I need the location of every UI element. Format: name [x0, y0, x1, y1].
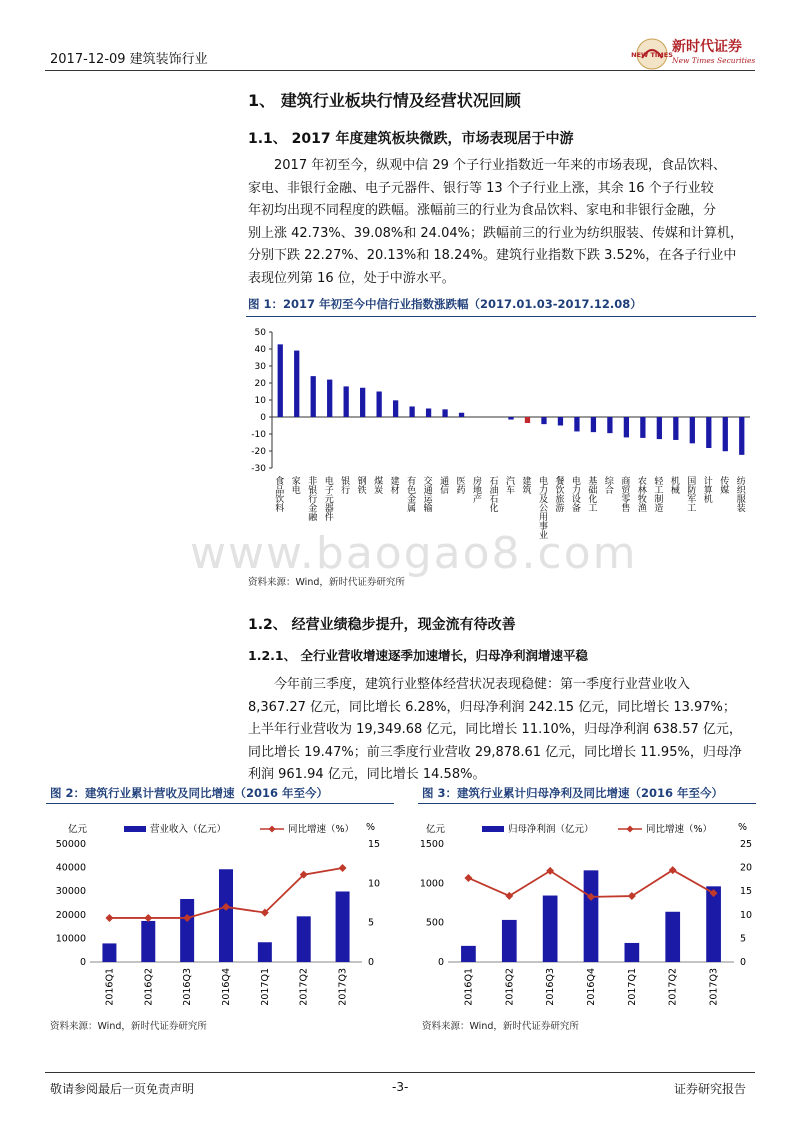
y-tick-label: 40 — [254, 345, 266, 355]
bar — [393, 400, 398, 417]
growth-point — [464, 874, 472, 882]
figure-3-chart — [418, 808, 758, 1008]
growth-point — [339, 864, 347, 872]
bar — [508, 417, 513, 420]
category-label: 机械 — [668, 476, 679, 494]
category-label: 非银行金融 — [306, 476, 317, 521]
paragraph-line: 上半年行业营收为 19,349.68 亿元，同比增长 11.10%，归母净利润 638.57 亿元， — [248, 722, 742, 737]
right-tick-label: 15 — [368, 839, 381, 850]
bar — [624, 417, 629, 437]
category-label: 综合 — [602, 476, 613, 494]
left-tick-label: 500 — [425, 917, 444, 929]
bar — [426, 409, 431, 418]
category-label: 轻工制造 — [652, 476, 663, 512]
section-1-2-title: 1.2、 经营业绩稳步提升，现金流有待改善 — [248, 617, 516, 633]
bar — [180, 899, 194, 962]
right-tick-label: 5 — [740, 933, 747, 945]
category-label: 汽车 — [504, 476, 514, 494]
footer-disclaimer: 敬请参阅最后一页免责声明 — [50, 1082, 195, 1096]
right-tick-label: 5 — [368, 917, 375, 929]
category-label: 餐饮旅游 — [553, 476, 564, 512]
category-label: 建筑 — [520, 476, 531, 494]
paragraph-line: 别上涨 42.73%、39.08%和 24.04%；跌幅前三的行业为纺织服装、传媒和计算机， — [248, 225, 743, 241]
right-axis-unit: % — [366, 822, 376, 833]
bar — [294, 351, 299, 417]
paragraph-line: 家电、非银行金融、电子元器件、银行等 13 个子行业上涨，其余 16 个子行业较 — [248, 180, 714, 196]
growth-point — [505, 892, 513, 900]
legend-bar-label: 营业收入（亿元） — [150, 824, 227, 835]
y-tick-label: -20 — [251, 447, 266, 457]
y-tick-label: 20 — [254, 379, 266, 389]
category-label: 2016Q3 — [545, 968, 557, 1006]
paragraph-line: 表现位列第 16 位，处于中游水平。 — [248, 270, 455, 286]
bar — [591, 417, 596, 432]
legend-line-label: 同比增速（%） — [646, 824, 713, 835]
right-tick-label: 15 — [740, 886, 753, 898]
right-tick-label: 20 — [740, 862, 753, 874]
bar — [706, 886, 721, 962]
brand-logo — [631, 36, 756, 72]
category-label: 医药 — [454, 476, 465, 494]
bar — [141, 921, 155, 962]
category-label: 食品饮料 — [273, 476, 284, 512]
category-label: 纺织服装 — [734, 476, 745, 512]
legend-bar-label: 归母净利润（亿元） — [508, 824, 594, 835]
bar — [377, 392, 382, 418]
bar — [541, 417, 546, 424]
section-1-2-1-paragraph — [248, 674, 756, 787]
legend-line-label: 同比增速（%） — [288, 824, 355, 835]
left-tick-label: 0 — [79, 957, 86, 968]
bar — [640, 417, 645, 438]
y-tick-label: 30 — [254, 362, 266, 372]
bar — [459, 413, 464, 417]
category-label: 煤炭 — [372, 476, 383, 494]
y-tick-label: 0 — [260, 413, 266, 423]
right-tick-label: 25 — [740, 839, 753, 850]
bar — [739, 417, 744, 455]
paragraph-line: 分别下跌 22.27%、20.13%和 18.24%。建筑行业指数下跌 3.52%，在各子行业中 — [248, 248, 737, 263]
figure-2-rule — [46, 803, 394, 804]
figure-1-source: 资料来源：Wind，新时代证券研究所 — [248, 577, 405, 588]
category-label: 交通运输 — [421, 476, 432, 512]
category-label: 商贸零售 — [619, 476, 630, 512]
legend-line-marker — [627, 826, 634, 833]
category-label: 计算机 — [701, 476, 712, 503]
category-label: 传媒 — [718, 476, 729, 494]
category-label: 2017Q1 — [626, 968, 638, 1006]
y-tick-label: 50 — [254, 328, 266, 338]
section-1-title: 1、 建筑行业板块行情及经营状况回顾 — [248, 91, 521, 110]
paragraph-line: 同比增长 19.47%；前三季度行业营收 29,878.61 亿元，同比增长 11.95%，归母净 — [248, 744, 742, 760]
figure-2-title: 图 2：建筑行业累计营收及同比增速（2016 年至今） — [50, 786, 329, 800]
bar — [297, 916, 311, 962]
bar — [442, 409, 447, 417]
right-tick-label: 10 — [368, 878, 381, 890]
figure-3-rule — [418, 803, 756, 804]
category-label: 家电 — [289, 476, 300, 494]
bar — [657, 417, 662, 439]
bar — [690, 417, 695, 443]
left-axis-unit: 亿元 — [426, 824, 446, 835]
growth-point — [144, 914, 152, 922]
category-label: 农林牧渔 — [635, 476, 646, 512]
right-tick-label: 10 — [740, 909, 753, 921]
category-label: 2017Q2 — [298, 968, 310, 1006]
section-1-1-paragraph — [248, 155, 756, 290]
category-label: 2017Q2 — [667, 968, 679, 1006]
category-label: 石油石化 — [487, 476, 498, 512]
growth-point — [105, 914, 113, 922]
category-label: 2016Q1 — [463, 968, 475, 1006]
category-label: 2017Q3 — [337, 968, 349, 1006]
watermark: www.baogao8.com — [190, 528, 638, 579]
figure-2-source: 资料来源：Wind，新时代证券研究所 — [50, 1021, 207, 1032]
left-tick-label: 50000 — [55, 839, 86, 850]
logo-mark: NEW TIMES — [631, 51, 673, 59]
category-label: 电子元器件 — [322, 476, 333, 521]
category-label: 2016Q2 — [143, 968, 155, 1006]
bar — [723, 417, 728, 451]
bar — [584, 870, 599, 962]
left-tick-label: 40000 — [55, 862, 86, 874]
category-label: 国防军工 — [685, 476, 696, 512]
bar — [574, 417, 579, 431]
paragraph-line: 2017 年初至今，纵观中信 29 个子行业指数近一年来的市场表现，食品饮料、 — [274, 158, 727, 173]
logo-emblem-icon — [631, 36, 673, 72]
bar — [360, 388, 365, 417]
left-tick-label: 1500 — [419, 839, 444, 850]
bar — [558, 417, 563, 426]
footer-report-type: 证券研究报告 — [674, 1082, 747, 1096]
y-tick-label: 10 — [254, 396, 266, 406]
legend-bar-swatch — [482, 826, 504, 832]
bar — [258, 942, 272, 962]
logo-chinese-name: 新时代证券 — [672, 39, 742, 55]
paragraph-line: 利润 961.94 亿元，同比增长 14.58%。 — [248, 767, 486, 782]
bar — [278, 344, 283, 417]
bar — [502, 920, 517, 962]
left-tick-label: 1000 — [419, 878, 444, 890]
right-axis-unit: % — [738, 822, 748, 833]
bar — [673, 417, 678, 440]
category-label: 钢铁 — [355, 476, 366, 494]
legend-line-marker — [269, 826, 276, 833]
bar — [525, 417, 530, 423]
figure-1-title: 图 1：2017 年初至今中信行业指数涨跌幅（2017.01.03-2017.12.08） — [248, 297, 642, 311]
bar — [607, 417, 612, 433]
bar — [336, 891, 350, 962]
header-divider — [45, 70, 755, 71]
category-label: 有色金属 — [405, 476, 416, 512]
left-tick-label: 30000 — [55, 886, 86, 898]
category-label: 电力及公用事业 — [536, 476, 547, 539]
bar — [409, 406, 414, 417]
bar — [706, 417, 711, 448]
bar — [102, 943, 116, 962]
category-label: 2016Q4 — [586, 968, 597, 1006]
left-tick-label: 20000 — [55, 909, 86, 921]
category-label: 建材 — [388, 476, 399, 494]
bar — [344, 386, 349, 417]
y-tick-label: -30 — [251, 464, 266, 474]
footer-page-number: -3- — [392, 1080, 409, 1094]
section-1-2-1-title: 1.2.1、 全行业营收增速逐季加速增长，归母净利润增速平稳 — [248, 648, 588, 663]
category-label: 2017Q1 — [259, 968, 271, 1006]
figure-3-source: 资料来源：Wind，新时代证券研究所 — [422, 1021, 579, 1032]
left-tick-label: 10000 — [55, 933, 86, 945]
figure-3-title: 图 3：建筑行业累计归母净利及同比增速（2016 年至今） — [422, 786, 724, 800]
section-1-1-title: 1.1、 2017 年度建筑板块微跌，市场表现居于中游 — [248, 131, 574, 147]
bar — [625, 943, 640, 962]
category-label: 2016Q3 — [182, 968, 194, 1006]
logo-english-name: New Times Securities — [672, 56, 756, 65]
footer-divider — [45, 1072, 755, 1073]
category-label: 2017Q3 — [708, 968, 720, 1006]
paragraph-line: 8,367.27 亿元，同比增长 6.28%，归母净利润 242.15 亿元，同比增长 13.97%； — [248, 699, 736, 715]
category-label: 通信 — [438, 476, 449, 494]
bar — [461, 946, 476, 962]
figure-2-chart — [46, 808, 396, 1008]
category-label: 2016Q2 — [504, 968, 516, 1006]
y-tick-label: -10 — [251, 430, 266, 440]
bar — [311, 376, 316, 417]
category-label: 银行 — [339, 476, 350, 494]
category-label: 2016Q4 — [221, 968, 232, 1006]
bar — [327, 380, 332, 417]
category-label: 房地产 — [471, 476, 482, 503]
header-date-industry: 2017-12-09 建筑装饰行业 — [50, 52, 208, 67]
left-tick-label: 0 — [437, 957, 444, 968]
category-label: 电力设备 — [569, 476, 580, 512]
paragraph-line: 年初均出现不同程度的跌幅。涨幅前三的行业为食品饮料、家电和非银行金融，分 — [248, 203, 717, 218]
bar — [543, 896, 558, 962]
figure-1-rule — [246, 316, 756, 317]
paragraph-line: 今年前三季度，建筑行业整体经营状况表现稳健：第一季度行业营业收入 — [274, 677, 691, 692]
category-label: 2016Q1 — [104, 968, 116, 1006]
right-tick-label: 0 — [740, 957, 747, 968]
category-label: 基础化工 — [586, 476, 597, 512]
bar — [219, 869, 233, 962]
right-tick-label: 0 — [368, 957, 375, 968]
left-axis-unit: 亿元 — [68, 824, 88, 835]
legend-bar-swatch — [124, 826, 146, 832]
bar — [665, 912, 680, 962]
